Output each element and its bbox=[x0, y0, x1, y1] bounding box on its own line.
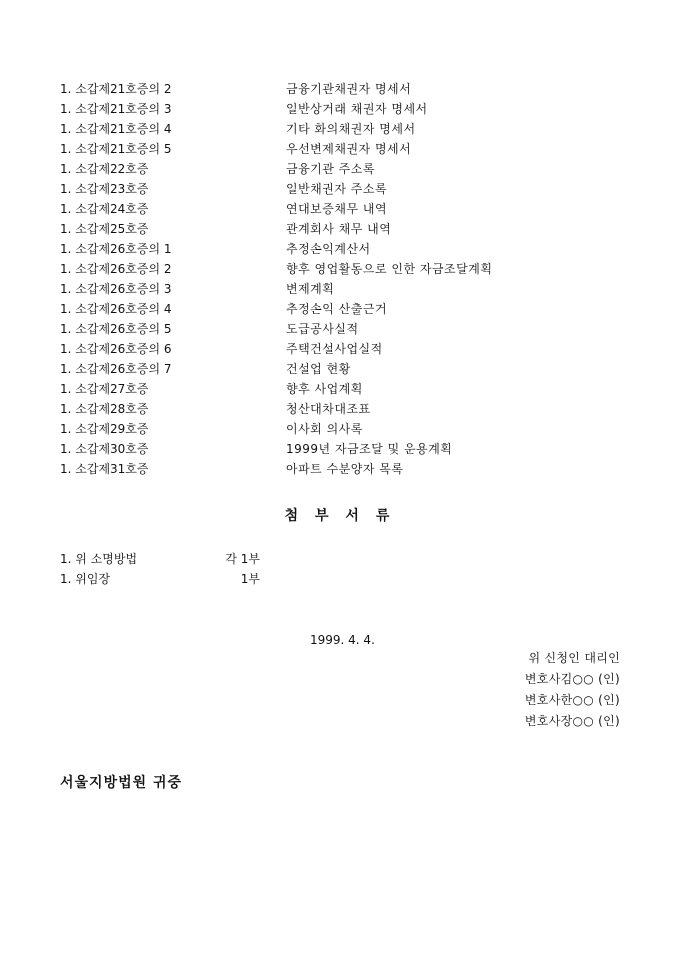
signer-line: 변호사한○○ (인) bbox=[524, 693, 620, 707]
evidence-code: 1. 소갑제21호증의 3 bbox=[60, 102, 172, 116]
attachment-count: 각 1부 bbox=[225, 552, 260, 566]
evidence-description: 금융기관 주소록 bbox=[286, 162, 375, 176]
evidence-description: 이사회 의사록 bbox=[286, 422, 363, 436]
evidence-description: 연대보증채무 내역 bbox=[286, 202, 388, 216]
evidence-item bbox=[60, 279, 640, 299]
evidence-code: 1. 소갑제26호증의 2 bbox=[60, 262, 172, 276]
evidence-code: 1. 소갑제27호증 bbox=[60, 382, 149, 396]
evidence-description: 변제계획 bbox=[286, 282, 335, 296]
evidence-code: 1. 소갑제25호증 bbox=[60, 222, 149, 236]
evidence-item bbox=[60, 99, 640, 119]
evidence-code: 1. 소갑제21호증의 5 bbox=[60, 142, 172, 156]
signer-line: 변호사장○○ (인) bbox=[524, 714, 620, 728]
evidence-item bbox=[60, 419, 640, 439]
evidence-code: 1. 소갑제26호증의 3 bbox=[60, 282, 172, 296]
evidence-description: 향후 사업계획 bbox=[286, 382, 363, 396]
signature-block bbox=[525, 648, 620, 732]
evidence-description: 주택건설사업실적 bbox=[286, 342, 383, 356]
evidence-item bbox=[60, 159, 640, 179]
signer-line: 변호사김○○ (인) bbox=[524, 672, 620, 686]
attachment-item bbox=[60, 569, 320, 589]
evidence-item bbox=[60, 459, 640, 479]
attachments-heading: 첨 부 서 류 bbox=[284, 508, 396, 524]
evidence-code: 1. 소갑제26호증의 1 bbox=[60, 242, 172, 256]
evidence-code: 1. 소갑제24호증 bbox=[60, 202, 149, 216]
attachments-list bbox=[60, 549, 320, 589]
evidence-item bbox=[60, 219, 640, 239]
evidence-code: 1. 소갑제30호증 bbox=[60, 442, 149, 456]
evidence-description: 관계회사 채무 내역 bbox=[286, 222, 392, 236]
evidence-description: 도급공사실적 bbox=[286, 322, 359, 336]
evidence-description: 추정손익 산출근거 bbox=[286, 302, 388, 316]
evidence-item bbox=[60, 399, 640, 419]
evidence-item bbox=[60, 139, 640, 159]
evidence-item bbox=[60, 259, 640, 279]
evidence-code: 1. 소갑제23호증 bbox=[60, 182, 149, 196]
evidence-code: 1. 소갑제26호증의 4 bbox=[60, 302, 172, 316]
evidence-description: 추정손익계산서 bbox=[286, 242, 371, 256]
evidence-description: 1999년 자금조달 및 운용계획 bbox=[286, 442, 453, 456]
evidence-item bbox=[60, 439, 640, 459]
evidence-item bbox=[60, 239, 640, 259]
evidence-code: 1. 소갑제29호증 bbox=[60, 422, 149, 436]
evidence-item bbox=[60, 79, 640, 99]
evidence-code: 1. 소갑제28호증 bbox=[60, 402, 149, 416]
evidence-description: 우선변제채권자 명세서 bbox=[286, 142, 412, 156]
evidence-code: 1. 소갑제26호증의 6 bbox=[60, 342, 172, 356]
evidence-description: 아파트 수분양자 목록 bbox=[286, 462, 404, 476]
evidence-item bbox=[60, 379, 640, 399]
attachment-count: 1부 bbox=[240, 572, 260, 586]
evidence-code: 1. 소갑제21호증의 4 bbox=[60, 122, 172, 136]
evidence-code: 1. 소갑제31호증 bbox=[60, 462, 149, 476]
evidence-description: 일반채권자 주소록 bbox=[286, 182, 388, 196]
evidence-item bbox=[60, 179, 640, 199]
evidence-description: 향후 영업활동으로 인한 자금조달계획 bbox=[286, 262, 493, 276]
evidence-item bbox=[60, 299, 640, 319]
filing-date: 1999. 4. 4. bbox=[310, 633, 375, 647]
evidence-description: 청산대차대조표 bbox=[286, 402, 371, 416]
evidence-description: 건설업 현황 bbox=[286, 362, 351, 376]
evidence-code: 1. 소갑제26호증의 5 bbox=[60, 322, 172, 336]
attachment-name: 1. 위 소명방법 bbox=[60, 552, 138, 566]
evidence-list bbox=[60, 79, 640, 479]
evidence-description: 일반상거래 채권자 명세서 bbox=[286, 102, 428, 116]
signer-title: 위 신청인 대리인 bbox=[528, 651, 620, 665]
evidence-description: 기타 화의채권자 명세서 bbox=[286, 122, 416, 136]
evidence-item bbox=[60, 199, 640, 219]
evidence-code: 1. 소갑제21호증의 2 bbox=[60, 82, 172, 96]
evidence-code: 1. 소갑제22호증 bbox=[60, 162, 149, 176]
evidence-item bbox=[60, 119, 640, 139]
evidence-description: 금융기관채권자 명세서 bbox=[286, 82, 412, 96]
evidence-code: 1. 소갑제26호증의 7 bbox=[60, 362, 172, 376]
attachment-item bbox=[60, 549, 320, 569]
attachment-name: 1. 위임장 bbox=[60, 572, 111, 586]
evidence-item bbox=[60, 339, 640, 359]
evidence-item bbox=[60, 359, 640, 379]
evidence-item bbox=[60, 319, 640, 339]
court-addressee: 서울지방법원 귀중 bbox=[60, 775, 183, 791]
